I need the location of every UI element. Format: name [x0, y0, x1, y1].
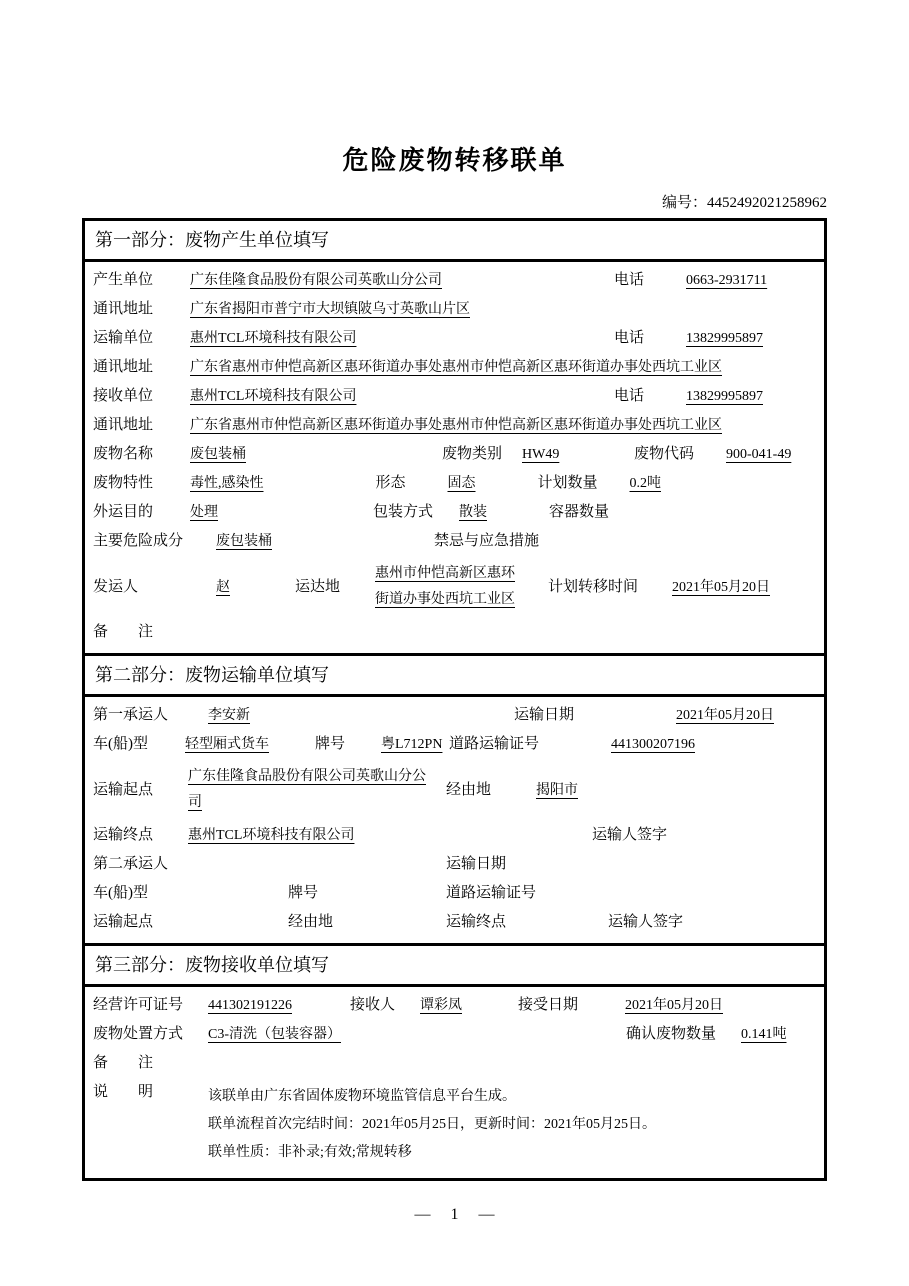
receiver-value: 惠州TCL环境科技有限公司 [190, 389, 357, 404]
waste-property-value: 毒性,感染性 [190, 476, 264, 491]
transport-date2-label: 运输日期 [446, 856, 507, 872]
road-permit2-label: 道路运输证号 [446, 885, 537, 901]
receiver-label: 接收单位 [93, 388, 154, 404]
packing-value: 散装 [459, 505, 487, 520]
carrier1-label: 第一承运人 [93, 707, 169, 723]
transporter-address-label: 通讯地址 [93, 359, 154, 375]
terminus-value: 惠州TCL环境科技有限公司 [188, 828, 355, 843]
purpose-label: 外运目的 [93, 504, 154, 520]
waste-name-value: 废包装桶 [190, 447, 246, 462]
receiver-row [93, 382, 816, 411]
producer-row [93, 266, 816, 295]
origin-value: 广东佳隆食品股份有限公司英歌山分公司 [188, 769, 426, 810]
waste-code-value: 900-041-49 [726, 447, 792, 462]
origin-label: 运输起点 [93, 781, 154, 798]
receive-date-label: 接受日期 [518, 997, 579, 1013]
section3-header: 第三部分：废物接收单位填写 [85, 943, 824, 987]
destination-cell [375, 561, 548, 613]
license-label: 经营许可证号 [93, 997, 184, 1013]
transporter-row [93, 324, 816, 353]
packing-label: 包装方式 [373, 504, 434, 520]
disposal-label: 废物处置方式 [93, 1026, 184, 1042]
note-lines [208, 1083, 656, 1167]
emergency-label: 禁忌与应急措施 [434, 533, 540, 549]
section1-body [85, 262, 824, 653]
vehicle-type-label: 车(船)型 [93, 736, 148, 752]
vehicle-type-value: 轻型厢式货车 [185, 737, 269, 752]
s3-remark-row [93, 1049, 816, 1078]
vehicle-type2-label: 车(船)型 [93, 885, 148, 901]
note-label: 说 明 [93, 1084, 154, 1100]
planned-time-value: 2021年05月20日 [672, 579, 770, 595]
page-title: 危险废物转移联单 [342, 146, 567, 175]
planned-qty-label: 计划数量 [537, 475, 598, 491]
receiver-address-label: 通讯地址 [93, 417, 154, 433]
transporter-phone-label: 电话 [614, 330, 645, 346]
note-line-1: 该联单由广东省固体废物环境监管信息平台生成。 [208, 1089, 516, 1104]
plate2-label: 牌号 [288, 885, 319, 901]
page-number: — 1 — [414, 1206, 495, 1223]
consignor-label: 发运人 [93, 578, 139, 595]
s3-remark-label: 备 注 [93, 1055, 154, 1071]
transporter-address-row [93, 353, 816, 382]
confirmed-qty-label: 确认废物数量 [626, 1026, 717, 1042]
via-label: 经由地 [446, 781, 492, 798]
receive-date-value: 2021年05月20日 [625, 998, 723, 1013]
manifest-table [82, 218, 827, 1181]
origin-cell [188, 764, 446, 816]
purpose-row [93, 498, 816, 527]
license-value: 441302191226 [208, 998, 292, 1013]
via2-label: 经由地 [288, 914, 334, 930]
transporter-address-value: 广东省惠州市仲恺高新区惠环街道办事处惠州市仲恺高新区惠环街道办事处西坑工业区 [190, 360, 722, 375]
note-line-3: 联单性质：非补录;有效;常规转移 [208, 1145, 412, 1160]
planned-time-label: 计划转移时间 [548, 578, 639, 595]
section3-body [85, 987, 824, 1178]
transport-date-label: 运输日期 [514, 707, 575, 723]
hazard-row [93, 527, 816, 556]
producer-address-value: 广东省揭阳市普宁市大坝镇陂乌寸英歌山片区 [190, 302, 470, 317]
container-qty-label: 容器数量 [549, 504, 610, 520]
vehicle2-row [93, 879, 816, 908]
receiver-address-value: 广东省惠州市仲恺高新区惠环街道办事处惠州市仲恺高新区惠环街道办事处西坑工业区 [190, 418, 722, 433]
terminus-label: 运输终点 [93, 827, 154, 843]
waste-property-label: 废物特性 [93, 475, 154, 491]
transporter-value: 惠州TCL环境科技有限公司 [190, 331, 357, 346]
waste-property-row [93, 469, 816, 498]
via-value: 揭阳市 [536, 782, 578, 798]
destination-value: 惠州市仲恺高新区惠环街道办事处西坑工业区 [375, 566, 515, 607]
serial-value: 4452492021258962 [707, 195, 827, 211]
waste-category-value: HW49 [522, 447, 560, 462]
transport-date-value: 2021年05月20日 [676, 708, 774, 723]
disposal-value: C3-清洗（包装容器） [208, 1027, 341, 1042]
consignor-row [93, 556, 816, 618]
origin2-label: 运输起点 [93, 914, 154, 930]
note-line-2: 联单流程首次完结时间：2021年05月25日，更新时间：2021年05月25日。 [208, 1117, 656, 1132]
producer-value: 广东佳隆食品股份有限公司英歌山分公司 [190, 273, 442, 288]
terminus2-label: 运输终点 [446, 914, 507, 930]
s1-remark-label: 备 注 [93, 624, 154, 640]
form-label: 形态 [375, 475, 406, 491]
receiver-address-row [93, 411, 816, 440]
section2-header: 第二部分：废物运输单位填写 [85, 653, 824, 697]
section1-header: 第一部分：废物产生单位填写 [85, 221, 824, 262]
serial-line [82, 191, 827, 212]
purpose-value: 处理 [190, 505, 218, 520]
waste-code-label: 废物代码 [634, 446, 695, 462]
serial-label: 编号： [661, 195, 707, 211]
destination-label: 运达地 [295, 578, 341, 595]
road-permit-value: 441300207196 [611, 737, 695, 752]
confirmed-qty-value: 0.141吨 [741, 1027, 787, 1042]
license-row [93, 991, 816, 1020]
consignor-value: 赵 [216, 579, 230, 595]
producer-phone-label: 电话 [614, 272, 645, 288]
terminus1-row [93, 821, 816, 850]
receiver-phone-value: 13829995897 [686, 389, 763, 404]
disposal-row [93, 1020, 816, 1049]
form-value: 固态 [447, 476, 476, 491]
carrier1-row [93, 701, 816, 730]
waste-category-label: 废物类别 [442, 446, 503, 462]
origin2-row [93, 908, 816, 937]
planned-qty-value: 0.2吨 [629, 476, 661, 491]
receiver-person-value: 谭彩凤 [420, 998, 462, 1013]
carrier1-sign-label: 运输人签字 [592, 827, 668, 843]
origin1-row [93, 759, 816, 821]
producer-address-label: 通讯地址 [93, 301, 154, 317]
producer-address-row [93, 295, 816, 324]
carrier2-row [93, 850, 816, 879]
receiver-phone-label: 电话 [614, 388, 645, 404]
section2-body [85, 697, 824, 943]
receiver-person-label: 接收人 [350, 997, 396, 1013]
s1-remark-row [93, 618, 816, 647]
carrier2-sign-label: 运输人签字 [608, 914, 684, 930]
plate-value: 粤L712PN [381, 737, 443, 752]
hazard-value: 废包装桶 [216, 534, 272, 549]
plate-label: 牌号 [315, 736, 346, 752]
producer-label: 产生单位 [93, 272, 154, 288]
transporter-phone-value: 13829995897 [686, 331, 763, 346]
road-permit-label: 道路运输证号 [449, 736, 540, 752]
hazard-label: 主要危险成分 [93, 533, 184, 549]
producer-phone-value: 0663-2931711 [686, 273, 768, 288]
transporter-label: 运输单位 [93, 330, 154, 346]
carrier2-label: 第二承运人 [93, 856, 169, 872]
note-row [93, 1078, 816, 1172]
waste-name-row [93, 440, 816, 469]
carrier1-value: 李安新 [208, 708, 250, 723]
waste-name-label: 废物名称 [93, 446, 154, 462]
vehicle1-row [93, 730, 816, 759]
